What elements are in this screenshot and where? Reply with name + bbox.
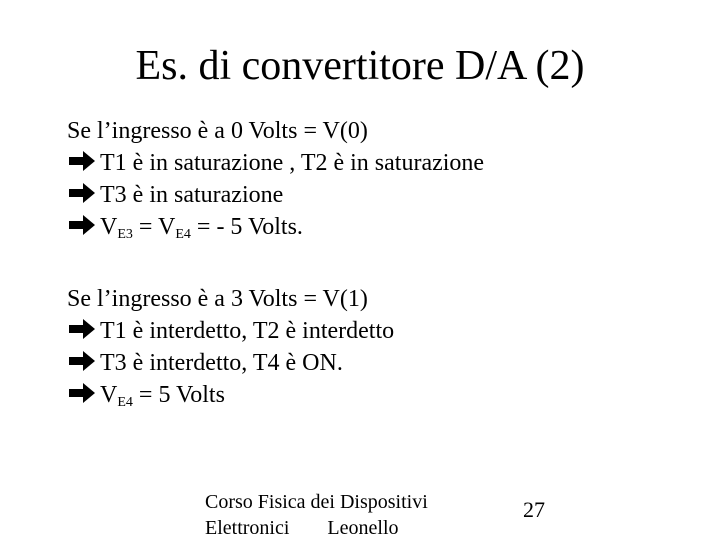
result-line: [67, 211, 484, 243]
footer-course-name-cont: Elettronici: [205, 517, 290, 539]
footer-course-subtitle: [205, 515, 428, 541]
result-text: T1 è interdetto, T2 è interdetto: [100, 318, 395, 344]
voltage-symbol: V: [100, 214, 118, 240]
footer-course-info: [205, 489, 428, 541]
case-three-volts: [67, 283, 394, 411]
equation-text: = V: [132, 214, 176, 240]
result-line: [67, 315, 394, 347]
footer-author: Leonello: [327, 517, 399, 539]
voltage-subscript: E3: [117, 227, 133, 242]
voltage-symbol: V: [100, 382, 118, 408]
result-text: T3 è in saturazione: [100, 182, 284, 208]
slide-title: Es. di convertitore D/A (2): [135, 43, 585, 89]
result-line: [67, 179, 484, 211]
right-arrow-icon: [67, 317, 97, 341]
result-line: [67, 347, 394, 379]
result-line: [67, 147, 484, 179]
voltage-subscript: E4: [175, 227, 191, 242]
condition-line: Se l’ingresso è a 0 Volts = V(0): [67, 118, 368, 144]
equation-text: = 5 Volts: [132, 382, 225, 408]
page-number: 27: [523, 497, 545, 522]
footer-course-name: Corso Fisica dei Dispositivi: [205, 491, 428, 513]
result-text: T1 è in saturazione , T2 è in saturazione: [100, 150, 485, 176]
right-arrow-icon: [67, 213, 97, 237]
condition-line: Se l’ingresso è a 3 Volts = V(1): [67, 286, 368, 312]
right-arrow-icon: [67, 181, 97, 205]
result-line: [67, 379, 394, 411]
voltage-subscript: E4: [117, 395, 133, 410]
right-arrow-icon: [67, 349, 97, 373]
equation-text: = - 5 Volts.: [190, 214, 303, 240]
right-arrow-icon: [67, 149, 97, 173]
right-arrow-icon: [67, 381, 97, 405]
case-zero-volts: [67, 115, 484, 243]
result-text: T3 è interdetto, T4 è ON.: [100, 350, 343, 376]
